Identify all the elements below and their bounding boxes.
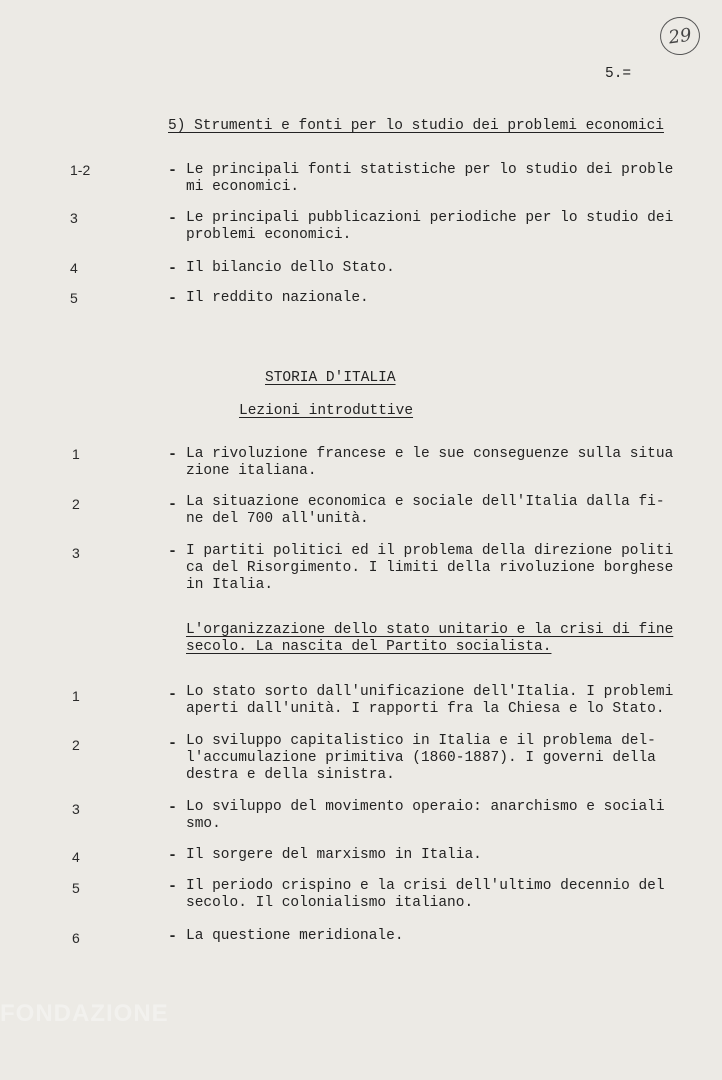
bullet-dash: -: [168, 735, 178, 752]
item-line: problemi economici.: [186, 227, 352, 243]
item-line: Lo sviluppo capitalistico in Italia e il problema del-: [186, 733, 656, 749]
page-number: 5.=: [605, 66, 632, 82]
item-line: Le principali pubblicazioni periodiche per lo studio dei: [186, 210, 674, 226]
bullet-dash: -: [168, 210, 178, 227]
item-line: destra e della sinistra.: [186, 767, 395, 783]
bullet-dash: -: [168, 260, 178, 277]
bullet-dash: -: [168, 928, 178, 945]
item-line: Il sorgere del marxismo in Italia.: [186, 847, 482, 863]
item-line: Il bilancio dello Stato.: [186, 260, 395, 276]
item-line: I partiti politici ed il problema della direzione politi: [186, 543, 674, 559]
item-line: ne del 700 all'unità.: [186, 511, 369, 527]
item-number: 1: [72, 688, 80, 704]
item-line: La situazione economica e sociale dell'Italia dalla fi-: [186, 494, 665, 510]
section-heading-organizzazione-line1: L'organizzazione dello stato unitario e la crisi di fine: [186, 622, 674, 638]
item-line: Le principali fonti statistiche per lo studio dei proble: [186, 162, 674, 178]
item-line: Il periodo crispino e la crisi dell'ultimo decennio del: [186, 878, 665, 894]
item-line: smo.: [186, 816, 221, 832]
item-number: 6: [72, 930, 80, 946]
item-line: La questione meridionale.: [186, 928, 404, 944]
item-number: 1-2: [70, 162, 91, 178]
page-stamp: 29: [658, 14, 703, 57]
subsection-title-lezioni: Lezioni introduttive: [239, 403, 414, 419]
item-line: l'accumulazione primitiva (1860-1887). I governi della: [186, 750, 656, 766]
item-number: 3: [72, 801, 80, 817]
bullet-dash: -: [168, 496, 178, 513]
item-number: 2: [72, 737, 80, 753]
item-line: Il reddito nazionale.: [186, 290, 369, 306]
item-line: Lo stato sorto dall'unificazione dell'Italia. I problemi: [186, 684, 674, 700]
watermark: FONDAZIONE: [0, 1000, 169, 1027]
bullet-dash: -: [168, 847, 178, 864]
item-line: zione italiana.: [186, 463, 317, 479]
item-line: ca del Risorgimento. I limiti della rivoluzione borghese: [186, 560, 674, 576]
bullet-dash: -: [168, 878, 178, 895]
section-heading-organizzazione-line2: secolo. La nascita del Partito socialista.: [186, 639, 552, 655]
item-number: 4: [70, 260, 78, 276]
bullet-dash: -: [168, 543, 178, 560]
item-line: aperti dall'unità. I rapporti fra la Chiesa e lo Stato.: [186, 701, 665, 717]
bullet-dash: -: [168, 446, 178, 463]
bullet-dash: -: [168, 162, 178, 179]
item-number: 3: [70, 210, 78, 226]
section-heading-strumenti: 5) Strumenti e fonti per lo studio dei problemi economici: [168, 118, 664, 134]
item-number: 4: [72, 849, 80, 865]
section-title-storia: STORIA D'ITALIA: [265, 370, 396, 386]
item-line: mi economici.: [186, 179, 300, 195]
bullet-dash: -: [168, 686, 178, 703]
item-number: 5: [70, 290, 78, 306]
item-line: in Italia.: [186, 577, 274, 593]
bullet-dash: -: [168, 290, 178, 307]
item-line: secolo. Il colonialismo italiano.: [186, 895, 474, 911]
item-number: 5: [72, 880, 80, 896]
item-number: 1: [72, 446, 80, 462]
bullet-dash: -: [168, 799, 178, 816]
item-line: La rivoluzione francese e le sue conseguenze sulla situa: [186, 446, 674, 462]
item-line: Lo sviluppo del movimento operaio: anarchismo e sociali: [186, 799, 665, 815]
item-number: 3: [72, 545, 80, 561]
item-number: 2: [72, 496, 80, 512]
